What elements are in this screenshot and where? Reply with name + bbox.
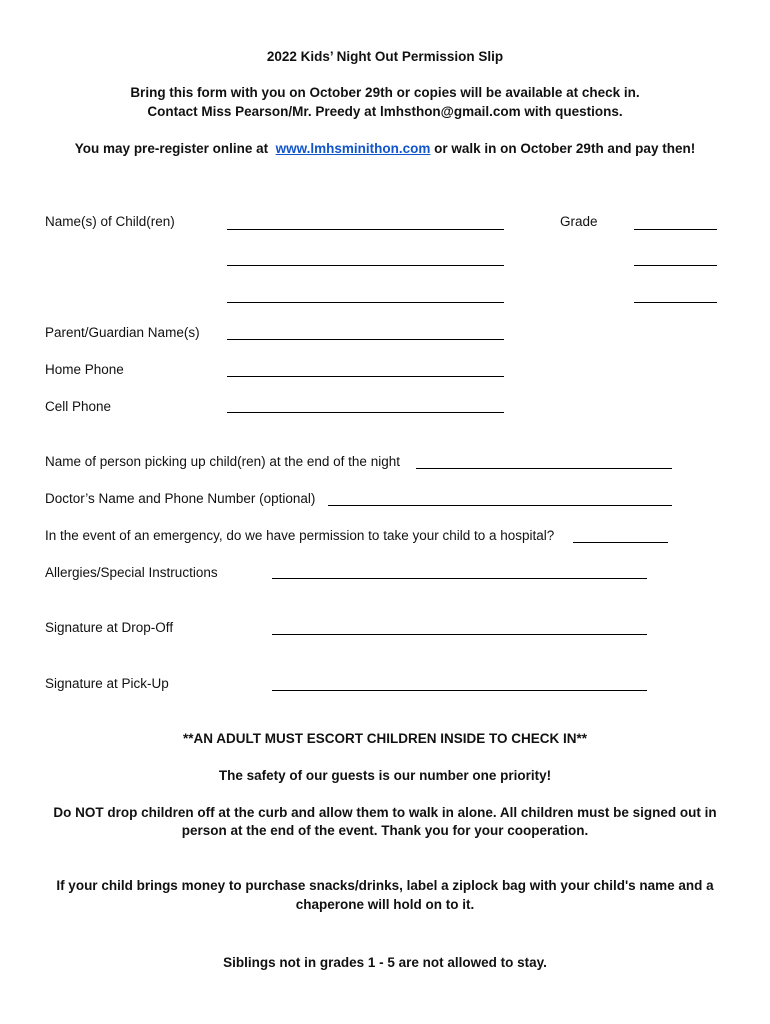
preregister-before: You may pre-register online at — [74, 141, 269, 156]
curb-notice-line2: person at the end of the event. Thank you for your cooperation. — [181, 823, 589, 838]
emergency-label: In the event of an emergency, do we have permission to take your child to a hospital? — [45, 528, 555, 543]
child-name-line-1[interactable] — [227, 229, 504, 230]
sig-dropoff-label: Signature at Drop-Off — [45, 620, 174, 635]
grade-line-3[interactable] — [634, 302, 717, 303]
parent-names-label: Parent/Guardian Name(s) — [45, 325, 200, 340]
cell-phone-label: Cell Phone — [45, 399, 112, 414]
contact-note: Contact Miss Pearson/Mr. Preedy at lmhsthon@gmail.com with questions. — [147, 104, 623, 119]
children-names-label: Name(s) of Child(ren) — [45, 214, 175, 229]
preregister-after: or walk in on October 29th and pay then! — [434, 141, 696, 156]
sig-pickup-line[interactable] — [272, 690, 647, 691]
emergency-line[interactable] — [573, 542, 668, 543]
grade-line-2[interactable] — [634, 265, 717, 266]
money-notice-line1: If your child brings money to purchase snacks/drinks, label a ziplock bag with your child's name and a — [56, 878, 714, 893]
home-phone-line[interactable] — [227, 376, 504, 377]
preregister-note — [0, 141, 770, 156]
doctor-label: Doctor’s Name and Phone Number (optional) — [45, 491, 316, 506]
form-title: 2022 Kids’ Night Out Permission Slip — [266, 49, 504, 64]
home-phone-label: Home Phone — [45, 362, 124, 377]
bring-form-note: Bring this form with you on October 29th or copies will be available at check in. — [130, 85, 640, 100]
cell-phone-line[interactable] — [227, 412, 504, 413]
curb-notice-line1: Do NOT drop children off at the curb and allow them to walk in alone. All children must be signed out in — [53, 805, 717, 820]
siblings-notice: Siblings not in grades 1 - 5 are not allowed to stay. — [223, 955, 547, 970]
preregister-link[interactable]: www.lmhsminithon.com — [275, 141, 431, 156]
parent-names-line[interactable] — [227, 339, 504, 340]
money-notice-line2: chaperone will hold on to it. — [295, 897, 475, 912]
allergies-line[interactable] — [272, 578, 647, 579]
grade-label: Grade — [560, 214, 598, 229]
sig-pickup-label: Signature at Pick-Up — [45, 676, 169, 691]
child-name-line-2[interactable] — [227, 265, 504, 266]
safety-notice: The safety of our guests is our number one priority! — [218, 768, 552, 783]
sig-dropoff-line[interactable] — [272, 634, 647, 635]
allergies-label: Allergies/Special Instructions — [45, 565, 218, 580]
child-name-line-3[interactable] — [227, 302, 504, 303]
grade-line-1[interactable] — [634, 229, 717, 230]
escort-notice: **AN ADULT MUST ESCORT CHILDREN INSIDE TO CHECK IN** — [182, 731, 588, 746]
pickup-person-line[interactable] — [416, 468, 672, 469]
pickup-person-label: Name of person picking up child(ren) at the end of the night — [45, 454, 400, 469]
doctor-line[interactable] — [328, 505, 672, 506]
